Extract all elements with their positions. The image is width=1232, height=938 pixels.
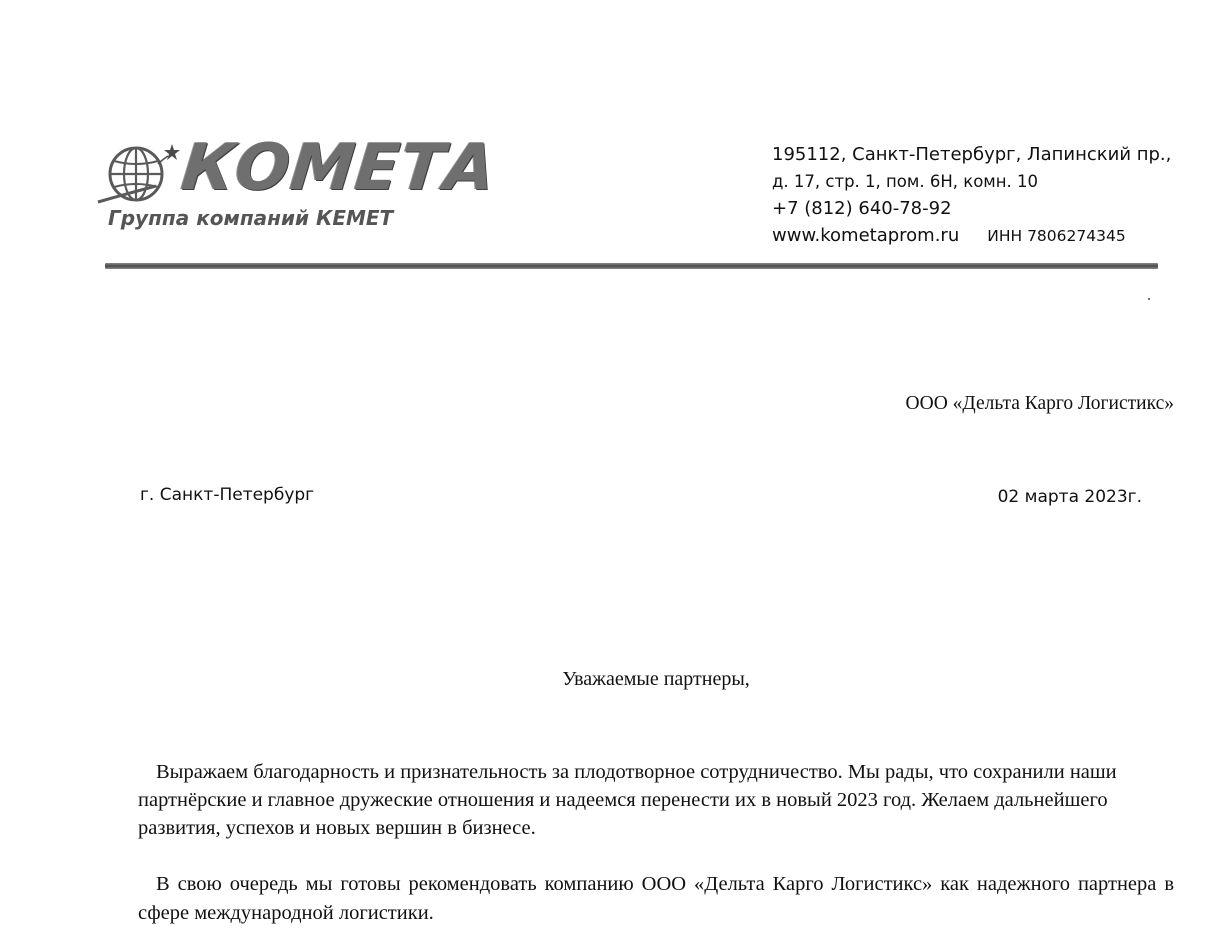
phone-number: +7 (812) 640-78-92 — [772, 198, 952, 219]
letter-greeting: Уважаемые партнеры, — [562, 668, 750, 690]
web-inn-line — [772, 222, 1171, 250]
letter-city: г. Санкт-Петербург — [140, 485, 315, 505]
letter-date: 02 марта 2023г. — [997, 487, 1142, 507]
website-link[interactable]: www.kometaprom.ru — [772, 225, 960, 246]
logo-subtitle: Группа компаний КЕМЕТ — [108, 206, 394, 230]
body-paragraph-1: Выражаем благодарность и признательность за плодотворное сотрудничество. Мы рады, что сохранили наши партнёрские и главное дружеские отношения и надеемся перенести их в новый 2023 год. Желаем дальнейшего развития, успехов и новых вершин в бизнесе. — [138, 761, 1117, 839]
company-logo — [96, 131, 500, 238]
inn-number: ИНН 7806274345 — [987, 227, 1126, 245]
header-divider — [105, 263, 1158, 269]
body-paragraph-2: В свою очередь мы готовы рекомендовать компанию ООО «Дельта Карго Логистикс» как надежного партнера в сфере международной логистики. — [138, 873, 1174, 924]
company-contacts — [772, 141, 1171, 250]
addressee: ООО «Дельта Карго Логистикс» — [905, 393, 1174, 414]
scan-speck — [1148, 298, 1150, 300]
address-line-1: 195112, Санкт-Петербург, Лапинский пр., — [772, 144, 1172, 165]
address-line-2: д. 17, стр. 1, пом. 6Н, комн. 10 — [772, 172, 1039, 191]
logo-wordmark: КОМЕТА — [178, 131, 500, 205]
